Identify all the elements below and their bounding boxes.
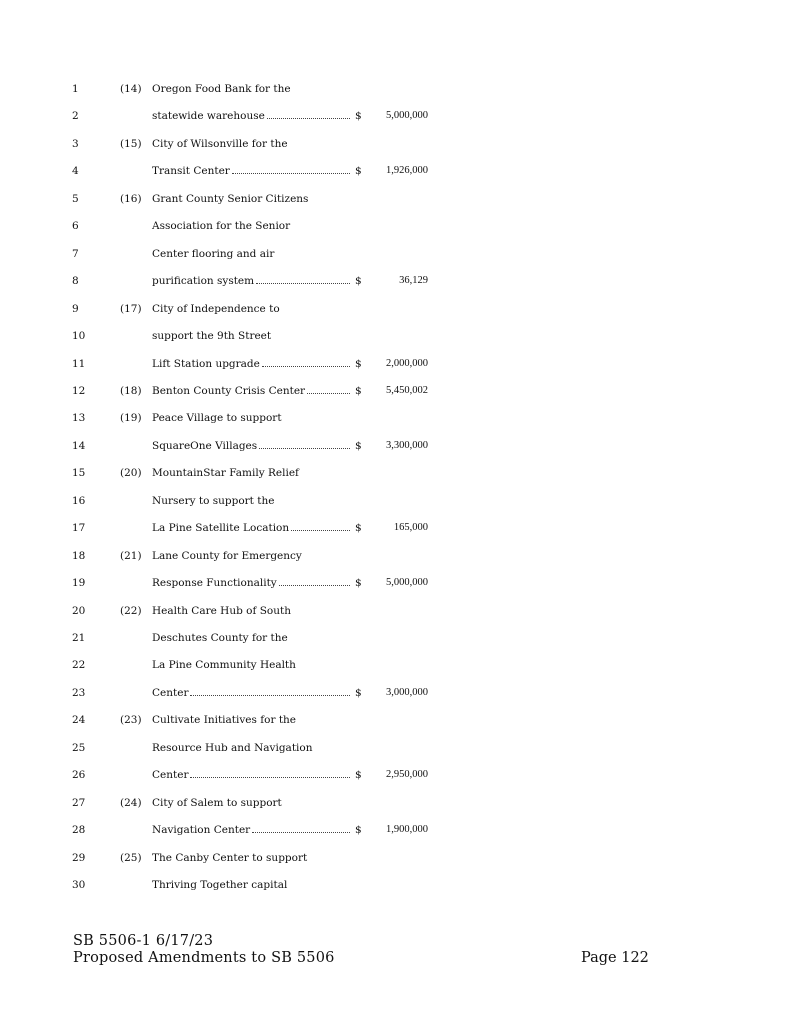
document-line: [0, 546, 800, 566]
line-text-with-leader: [152, 683, 350, 703]
item-number: (24): [120, 796, 142, 809]
currency-symbol: $: [355, 384, 362, 397]
line-text: purification system: [152, 271, 255, 291]
line-number: 12: [72, 384, 86, 397]
dot-leader: [307, 381, 350, 394]
footer-page-number: Page 122: [581, 950, 649, 966]
line-text: SquareOne Villages: [152, 436, 258, 456]
document-line: [0, 216, 800, 236]
line-text: City of Salem to support: [152, 796, 282, 809]
line-number: 22: [72, 659, 86, 672]
document-line: [0, 436, 800, 456]
document-line: [0, 848, 800, 868]
amount: 5,450,002: [386, 384, 428, 396]
document-line: [0, 161, 800, 181]
document-line: [0, 793, 800, 813]
item-number: (16): [120, 192, 142, 205]
line-text: Cultivate Initiatives for the: [152, 714, 297, 727]
amount: 2,950,000: [386, 769, 428, 781]
line-text: Navigation Center: [152, 820, 251, 840]
dot-leader: [279, 573, 350, 586]
document-line: [0, 518, 800, 538]
line-number: 11: [72, 357, 86, 370]
line-text: support the 9th Street: [152, 330, 272, 343]
item-number: (20): [120, 467, 142, 480]
line-text-with-leader: [152, 161, 350, 181]
document-line: [0, 765, 800, 785]
item-number: (25): [120, 851, 142, 864]
amount: 1,926,000: [386, 165, 428, 177]
line-text: Thriving Together capital: [152, 879, 288, 892]
amount: 165,000: [393, 522, 428, 534]
line-text-with-leader: [152, 820, 350, 840]
line-number: 8: [72, 275, 79, 288]
document-line: [0, 655, 800, 675]
currency-symbol: $: [355, 824, 362, 837]
document-line: [0, 628, 800, 648]
line-text: Center: [152, 683, 189, 703]
line-number: 5: [72, 192, 79, 205]
document-line: [0, 710, 800, 730]
currency-symbol: $: [355, 110, 362, 123]
item-number: (23): [120, 714, 142, 727]
line-number: 7: [72, 247, 79, 260]
document-line: [0, 244, 800, 264]
item-number: (19): [120, 412, 142, 425]
line-number: 13: [72, 412, 86, 425]
item-number: (14): [120, 83, 142, 95]
amount: 1,900,000: [386, 824, 428, 836]
footer-title: Proposed Amendments to SB 5506: [73, 950, 335, 966]
currency-symbol: $: [355, 577, 362, 590]
item-number: (17): [120, 302, 142, 315]
currency-symbol: $: [355, 165, 362, 178]
document-line: [0, 189, 800, 209]
line-text: Response Functionality: [152, 573, 278, 593]
line-text: La Pine Community Health: [152, 659, 296, 672]
line-number: 6: [72, 220, 79, 233]
currency-symbol: $: [355, 439, 362, 452]
line-text: The Canby Center to support: [152, 851, 308, 864]
line-text: Benton County Crisis Center: [152, 381, 306, 401]
document-line: [0, 271, 800, 291]
line-number: 27: [72, 796, 86, 809]
amount: 5,000,000: [386, 577, 428, 589]
line-text: Center flooring and air: [152, 247, 275, 260]
line-text: Lane County for Emergency: [152, 549, 302, 562]
dot-leader: [291, 518, 350, 531]
item-number: (15): [120, 137, 142, 150]
line-number: 23: [72, 686, 86, 699]
amount: 3,300,000: [386, 439, 428, 451]
document-line: [0, 326, 800, 346]
line-number: 26: [72, 769, 86, 782]
line-text: City of Wilsonville for the: [152, 137, 288, 150]
document-line: [0, 134, 800, 154]
line-text-with-leader: [152, 354, 350, 374]
line-text-with-leader: [152, 381, 350, 401]
dot-leader: [252, 820, 350, 833]
line-text: Peace Village to support: [152, 412, 282, 425]
line-number: 28: [72, 824, 86, 837]
line-number: 4: [72, 165, 79, 178]
line-text-with-leader: [152, 765, 350, 785]
item-number: (21): [120, 549, 142, 562]
line-number: 10: [72, 330, 86, 343]
line-number: 17: [72, 522, 86, 535]
line-number: 20: [72, 604, 86, 617]
line-text: Association for the Senior: [152, 220, 291, 233]
line-number: 3: [72, 137, 79, 150]
dot-leader: [190, 765, 350, 778]
document-line: [0, 683, 800, 703]
line-text-with-leader: [152, 573, 350, 593]
footer-bill-id: SB 5506-1 6/17/23: [73, 933, 214, 949]
line-number: 15: [72, 467, 86, 480]
line-text-with-leader: [152, 271, 350, 291]
document-line: [0, 354, 800, 374]
line-text: City of Independence to: [152, 302, 280, 315]
amount: 3,000,000: [386, 686, 428, 698]
line-number: 16: [72, 494, 86, 507]
line-number: 30: [72, 879, 86, 892]
currency-symbol: $: [355, 275, 362, 288]
document-line: [0, 408, 800, 428]
amount: 36,129: [399, 275, 428, 287]
currency-symbol: $: [355, 522, 362, 535]
document-line: [0, 875, 800, 895]
line-text: Nursery to support the: [152, 494, 275, 507]
document-line: [0, 738, 800, 758]
line-text: Resource Hub and Navigation: [152, 741, 313, 754]
line-number: 1: [72, 83, 79, 95]
document-line: [0, 299, 800, 319]
document-line: [0, 820, 800, 840]
amount: 2,000,000: [386, 357, 428, 369]
dot-leader: [267, 106, 350, 119]
line-number: 19: [72, 577, 86, 590]
line-number: 24: [72, 714, 86, 727]
line-text-with-leader: [152, 436, 350, 456]
line-text: Transit Center: [152, 161, 231, 181]
line-number: 14: [72, 439, 86, 452]
dot-leader: [262, 354, 350, 367]
currency-symbol: $: [355, 357, 362, 370]
line-text: Lift Station upgrade: [152, 354, 261, 374]
line-text: Deschutes County for the: [152, 632, 288, 644]
currency-symbol: $: [355, 769, 362, 782]
line-number: 21: [72, 632, 86, 644]
line-text: Center: [152, 765, 189, 785]
line-number: 25: [72, 741, 86, 754]
line-text: Health Care Hub of South: [152, 604, 291, 617]
document-line: [0, 79, 800, 99]
line-text: La Pine Satellite Location: [152, 518, 290, 538]
line-number: 9: [72, 302, 79, 315]
document-line: [0, 491, 800, 511]
currency-symbol: $: [355, 686, 362, 699]
line-text: Grant County Senior Citizens: [152, 192, 309, 205]
document-line: [0, 381, 800, 401]
document-line: [0, 463, 800, 483]
line-text: Oregon Food Bank for the: [152, 83, 291, 95]
line-number: 2: [72, 110, 79, 123]
item-number: (18): [120, 384, 142, 397]
dot-leader: [232, 161, 350, 174]
dot-leader: [259, 436, 350, 449]
amount: 5,000,000: [386, 110, 428, 122]
document-line: [0, 573, 800, 593]
document-line: [0, 601, 800, 621]
line-text: statewide warehouse: [152, 106, 266, 126]
line-text: MountainStar Family Relief: [152, 467, 299, 480]
item-number: (22): [120, 604, 142, 617]
dot-leader: [190, 683, 350, 696]
line-number: 29: [72, 851, 86, 864]
line-text-with-leader: [152, 106, 350, 126]
dot-leader: [256, 271, 350, 284]
document-line: [0, 106, 800, 126]
line-text-with-leader: [152, 518, 350, 538]
line-number: 18: [72, 549, 86, 562]
